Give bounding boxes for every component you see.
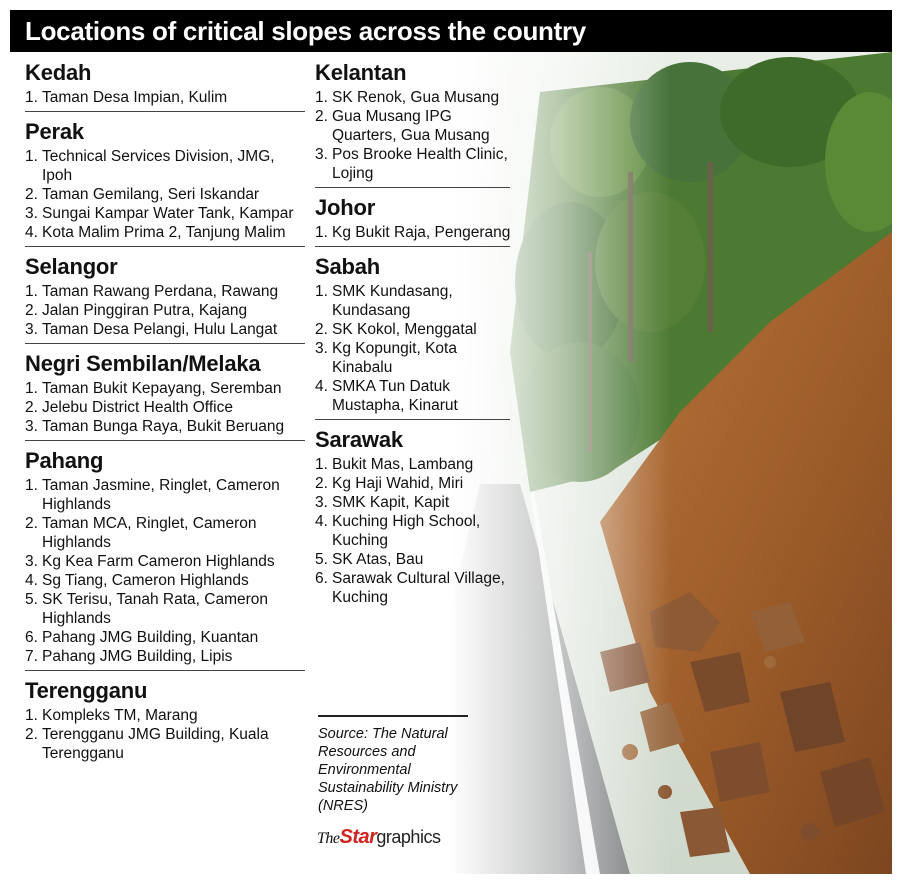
item-text: Taman Desa Pelangi, Hulu Langat — [42, 321, 278, 338]
state-name: Johor — [315, 195, 376, 220]
list-item — [315, 339, 515, 377]
state-name: Kelantan — [315, 60, 407, 85]
item-text: Technical Services Division, JMG, Ipoh — [42, 148, 275, 184]
item-number: 7. — [25, 648, 38, 665]
item-number: 1. — [315, 283, 328, 300]
location-list — [25, 88, 305, 107]
item-number: 1. — [25, 283, 38, 300]
item-text: SK Atas, Bau — [332, 551, 424, 568]
list-item — [315, 377, 515, 415]
item-number: 2. — [25, 302, 38, 319]
list-item — [25, 647, 305, 666]
list-item — [25, 223, 305, 242]
divider — [315, 187, 510, 188]
list-item — [315, 474, 515, 493]
item-text: Taman MCA, Ringlet, Cameron Highlands — [42, 515, 257, 551]
divider — [25, 246, 305, 247]
left-column — [25, 60, 305, 770]
list-item — [315, 223, 515, 242]
item-number: 2. — [315, 475, 328, 492]
item-number: 1. — [315, 224, 328, 241]
list-item — [25, 590, 305, 628]
location-list — [315, 88, 515, 183]
item-number: 3. — [315, 340, 328, 357]
item-number: 1. — [315, 456, 328, 473]
state-block — [315, 60, 515, 188]
item-text: Kg Haji Wahid, Miri — [332, 475, 464, 492]
location-list — [315, 223, 515, 242]
item-text: Jelebu District Health Office — [42, 399, 233, 416]
item-text: Jalan Pinggiran Putra, Kajang — [42, 302, 248, 319]
list-item — [315, 107, 515, 145]
item-text: SMK Kundasang, Kundasang — [332, 283, 453, 319]
state-block — [25, 678, 305, 763]
item-number: 2. — [25, 399, 38, 416]
item-text: SK Renok, Gua Musang — [332, 89, 500, 106]
state-block — [25, 351, 305, 441]
item-text: SK Terisu, Tanah Rata, Cameron Highlands — [42, 591, 269, 627]
divider — [25, 440, 305, 441]
divider — [25, 343, 305, 344]
item-number: 5. — [25, 591, 38, 608]
item-number: 6. — [315, 570, 328, 587]
state-name: Pahang — [25, 448, 104, 473]
item-number: 3. — [25, 205, 38, 222]
item-text: Kg Bukit Raja, Pengerang — [332, 224, 511, 241]
star-graphics-logo — [317, 826, 440, 849]
item-text: SMK Kapit, Kapit — [332, 494, 450, 511]
item-text: Sarawak Cultural Village, Kuching — [332, 570, 505, 606]
location-list — [25, 476, 305, 666]
divider — [315, 419, 510, 420]
state-name: Sabah — [315, 254, 381, 279]
location-list — [25, 706, 305, 763]
item-number: 4. — [315, 378, 328, 395]
list-item — [25, 552, 305, 571]
divider — [25, 670, 305, 671]
item-number: 1. — [25, 148, 38, 165]
state-name: Sarawak — [315, 427, 403, 452]
list-item — [25, 417, 305, 436]
list-item — [315, 569, 515, 607]
page-title: Locations of critical slopes across the country — [10, 10, 892, 52]
item-text: Sungai Kampar Water Tank, Kampar — [42, 205, 294, 222]
list-item — [315, 455, 515, 474]
state-block — [25, 448, 305, 671]
logo-the: The — [317, 830, 340, 847]
state-block — [315, 195, 515, 247]
item-number: 2. — [25, 515, 38, 532]
landslide-illustration — [450, 52, 892, 874]
list-item — [25, 204, 305, 223]
item-number: 1. — [25, 477, 38, 494]
state-name: Kedah — [25, 60, 92, 85]
item-number: 1. — [25, 707, 38, 724]
item-text: Pos Brooke Health Clinic, Lojing — [332, 146, 508, 182]
source-note: Source: The Natural Resources and Environmental Sustainability Ministry (NRES) — [318, 715, 468, 815]
item-number: 1. — [315, 89, 328, 106]
list-item — [25, 185, 305, 204]
list-item — [315, 282, 515, 320]
item-text: SK Kokol, Menggatal — [332, 321, 477, 338]
infographic — [10, 10, 892, 874]
fade-overlay — [450, 52, 892, 874]
item-text: Taman Desa Impian, Kulim — [42, 89, 228, 106]
list-item — [315, 512, 515, 550]
item-text: Kompleks TM, Marang — [42, 707, 198, 724]
list-item — [25, 706, 305, 725]
list-item — [25, 628, 305, 647]
list-item — [315, 550, 515, 569]
right-column — [315, 60, 515, 614]
location-list — [25, 379, 305, 436]
logo-star: Star — [339, 826, 377, 848]
state-name: Perak — [25, 119, 84, 144]
item-text: Taman Bunga Raya, Bukit Beruang — [42, 418, 285, 435]
list-item — [25, 571, 305, 590]
item-number: 4. — [25, 224, 38, 241]
list-item — [25, 476, 305, 514]
list-item — [25, 398, 305, 417]
location-list — [315, 282, 515, 415]
state-name: Terengganu — [25, 678, 148, 703]
state-block — [25, 254, 305, 344]
item-number: 2. — [25, 186, 38, 203]
item-number: 3. — [25, 553, 38, 570]
state-name: Negri Sembilan/Melaka — [25, 351, 261, 376]
list-item — [315, 88, 515, 107]
item-text: Kg Kopungit, Kota Kinabalu — [332, 340, 457, 376]
item-text: SMKA Tun Datuk Mustapha, Kinarut — [332, 378, 458, 414]
item-text: Kota Malim Prima 2, Tanjung Malim — [42, 224, 286, 241]
state-block — [315, 427, 515, 607]
list-item — [315, 493, 515, 512]
location-list — [25, 282, 305, 339]
list-item — [315, 145, 515, 183]
list-item — [25, 379, 305, 398]
item-text: Taman Gemilang, Seri Iskandar — [42, 186, 260, 203]
list-item — [25, 301, 305, 320]
location-list — [25, 147, 305, 242]
item-number: 1. — [25, 89, 38, 106]
item-number: 3. — [25, 418, 38, 435]
list-item — [25, 147, 305, 185]
item-text: Kg Kea Farm Cameron Highlands — [42, 553, 275, 570]
item-number: 4. — [25, 572, 38, 589]
divider — [25, 111, 305, 112]
item-number: 6. — [25, 629, 38, 646]
item-number: 2. — [315, 321, 328, 338]
item-text: Taman Jasmine, Ringlet, Cameron Highlands — [42, 477, 280, 513]
divider — [315, 246, 510, 247]
item-number: 3. — [25, 321, 38, 338]
item-number: 4. — [315, 513, 328, 530]
item-text: Pahang JMG Building, Kuantan — [42, 629, 259, 646]
item-number: 1. — [25, 380, 38, 397]
item-text: Pahang JMG Building, Lipis — [42, 648, 233, 665]
logo-graphics: graphics — [376, 827, 441, 847]
item-text: Kuching High School, Kuching — [332, 513, 481, 549]
item-text: Bukit Mas, Lambang — [332, 456, 474, 473]
item-text: Sg Tiang, Cameron Highlands — [42, 572, 249, 589]
item-text: Terengganu JMG Building, Kuala Terengganu — [42, 726, 269, 762]
item-number: 2. — [315, 108, 328, 125]
state-block — [25, 60, 305, 112]
item-text: Gua Musang IPG Quarters, Gua Musang — [332, 108, 490, 144]
location-list — [315, 455, 515, 607]
state-block — [315, 254, 515, 420]
item-text: Taman Bukit Kepayang, Seremban — [42, 380, 282, 397]
item-number: 2. — [25, 726, 38, 743]
list-item — [25, 514, 305, 552]
list-item — [25, 725, 305, 763]
item-number: 3. — [315, 494, 328, 511]
list-item — [315, 320, 515, 339]
list-item — [25, 320, 305, 339]
item-number: 3. — [315, 146, 328, 163]
list-item — [25, 88, 305, 107]
state-name: Selangor — [25, 254, 118, 279]
list-item — [25, 282, 305, 301]
item-text: Taman Rawang Perdana, Rawang — [42, 283, 279, 300]
state-block — [25, 119, 305, 247]
item-number: 5. — [315, 551, 328, 568]
